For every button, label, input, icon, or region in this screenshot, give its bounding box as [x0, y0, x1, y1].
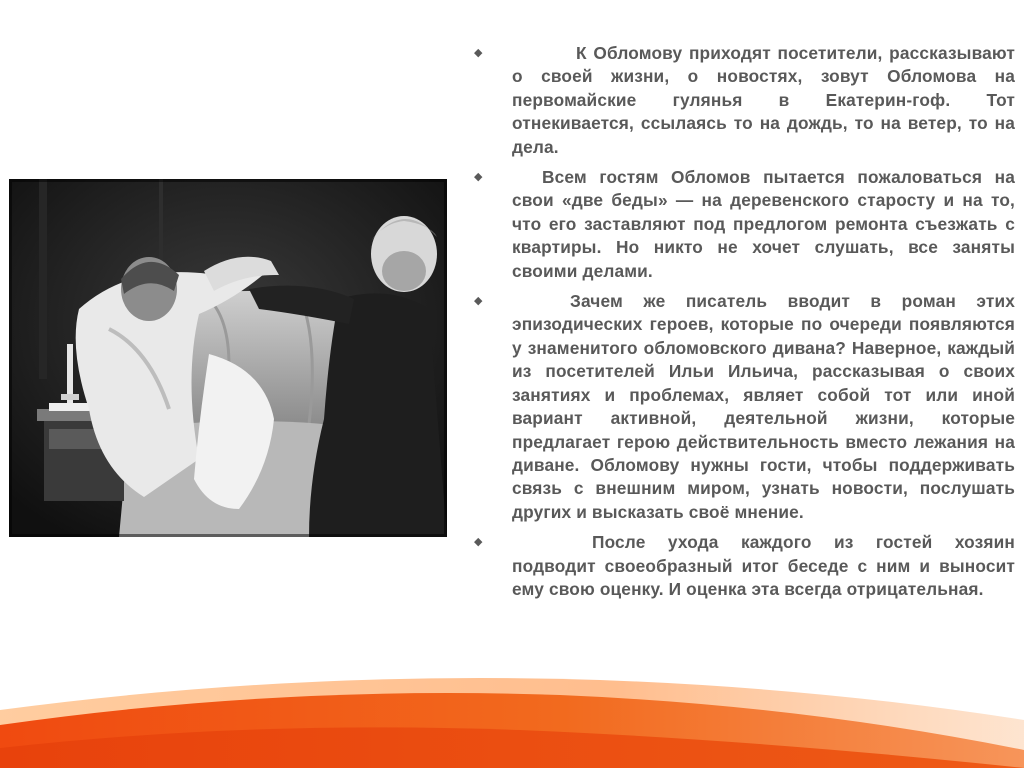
list-item: [472, 531, 1015, 601]
diamond-bullet-icon: ◆: [474, 536, 483, 549]
paragraph-text: После ухода каждого из гостей хозяин подводит своеобразный итог беседе с ним и выносит ему свою оценку. И оценка эта всегда отрицательная.: [512, 532, 1015, 599]
diamond-bullet-icon: ◆: [474, 47, 483, 59]
paragraph-text: Всем гостям Обломов пытается пожаловаться на свои «две беды» — на деревенского старосту и на то, что его заставляют под предлогом ремонта съезжать с квартиры. Но никто не хочет слушать, все заняты своими делами.: [512, 167, 1015, 281]
list-item: [472, 290, 1015, 524]
paragraph-list: [472, 42, 1015, 608]
diamond-bullet-icon: ◆: [474, 295, 483, 308]
list-item: [472, 166, 1015, 283]
paragraph-text: К Обломову приходят посетители, рассказывают о своей жизни, о новостях, зовут Обломова на первомайские гулянья в Екатерин-гоф. Тот отнекивается, ссылаясь то на дождь, то на ветер, то на дела.: [512, 43, 1015, 157]
list-item: [472, 42, 1015, 159]
film-still-photo: [9, 179, 447, 537]
diamond-bullet-icon: ◆: [474, 171, 483, 184]
photo-illustration: [9, 179, 447, 537]
paragraph-text: Зачем же писатель вводит в роман этих эпизодических героев, которые по очереди появляются у знаменитого обломовского дивана? Наверное, каждый из посетителей Ильи Ильича, рассказывая о своих занятиях и проблемах, являет собой тот или иной вариант активной, деятельной жизни, которые предлагает герою действительность вместо лежания на диване. Обломову нужны гости, чтобы поддерживать связь с внешним миром, узнать новости, послушать других и высказать своё мнение.: [512, 291, 1015, 522]
orange-wave-decoration: [0, 640, 1024, 768]
